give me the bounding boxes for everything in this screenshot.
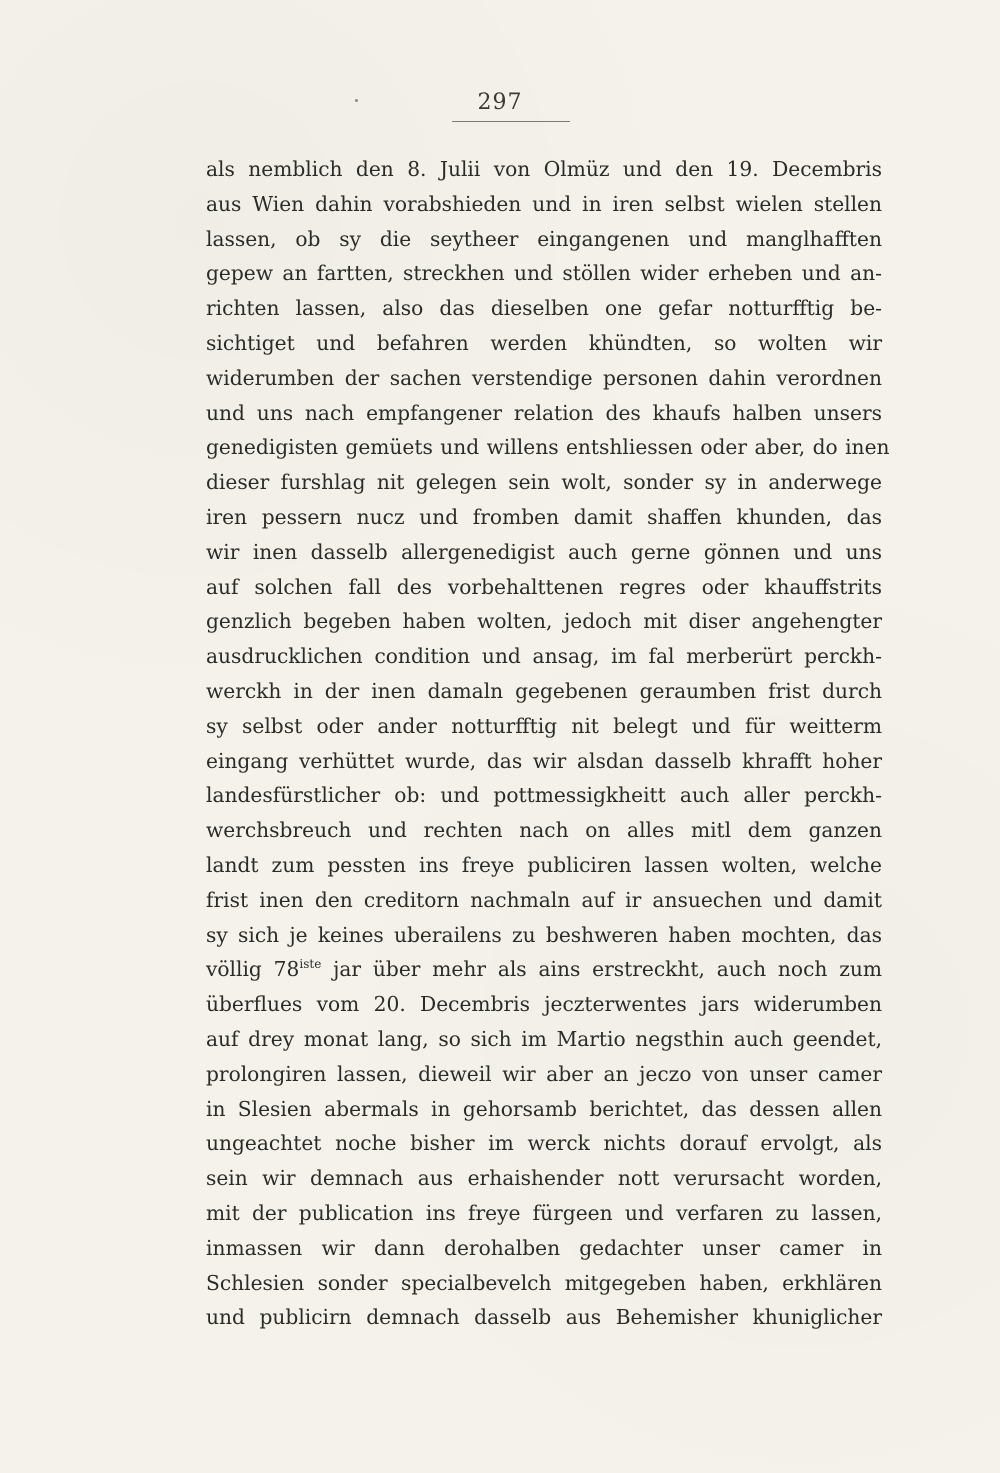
text-line: und uns nach empfangener relation des khaufs halben unsers xyxy=(206,400,882,425)
text-line: frist inen den creditorn nachmaln auf ir ansuechen und damit xyxy=(206,887,882,912)
text-line: sichtiget und befahren werden khündten, so wolten wir xyxy=(206,330,882,355)
text-line: sy sich je keines uberailens zu beshweren haben mochten, das xyxy=(206,922,882,947)
text-line: Schlesien sonder specialbevelch mitgegeben haben, erkhlären xyxy=(206,1270,882,1295)
text-line: ungeachtet noche bisher im werck nichts dorauf ervolgt, als xyxy=(206,1131,882,1156)
text-line: dieser furshlag nit gelegen sein wolt, sonder sy in anderwege xyxy=(206,470,882,495)
superscript-iste: iste xyxy=(299,957,322,972)
text-line: genzlich begeben haben wolten, jedoch mit diser angehengter xyxy=(206,609,882,634)
text-line: landt zum pessten ins freye publiciren lassen wolten, welche xyxy=(206,852,882,877)
text-line: sein wir demnach aus erhaishender nott verursacht worden, xyxy=(206,1166,882,1191)
line-78-before: völlig 78 xyxy=(206,957,300,982)
text-line: genedigisten gemüets und willens entshliessen oder aber, do inen xyxy=(206,435,890,460)
text-line: gepew an fartten, streckhen und stöllen wider erheben und an- xyxy=(206,261,882,286)
text-line: werchsbreuch und rechten nach on alles mitl dem ganzen xyxy=(206,818,882,843)
text-line: auf solchen fall des vorbehalttenen regres oder khauffstrits xyxy=(206,574,882,599)
text-line-with-superscript xyxy=(206,952,882,987)
text-line: widerumben der sachen verstendige personen dahin verordnen xyxy=(206,365,882,390)
text-line: richten lassen, also das dieselben one gefar notturfftig be- xyxy=(206,296,882,321)
text-line: eingang verhüttet wurde, das wir alsdan dasselb khrafft hoher xyxy=(206,748,882,773)
text-line: inmassen wir dann derohalben gedachter unser camer in xyxy=(206,1235,882,1260)
text-line: überflues vom 20. Decembris jeczterwentes jars widerumben xyxy=(206,992,882,1017)
text-line: iren pessern nucz und fromben damit shaffen khunden, das xyxy=(206,504,882,529)
text-line: sy selbst oder ander notturfftig nit belegt und für weitterm xyxy=(206,713,882,738)
text-line: werckh in der inen damaln gegebenen geraumben frist durch xyxy=(206,678,882,703)
text-line: aus Wien dahin vorabshieden und in iren selbst wielen stellen xyxy=(206,191,882,216)
line-78-after: jar über mehr als ains erstreckht, auch noch zum xyxy=(321,957,882,982)
text-line: als nemblich den 8. Julii von Olmüz und den 19. Decembris xyxy=(206,157,882,181)
body-text xyxy=(206,152,890,1335)
text-line: mit der publication ins freye fürgeen und verfaren zu lassen, xyxy=(206,1200,882,1225)
text-line: wir inen dasselb allergenedigist auch gerne gönnen und uns xyxy=(206,539,882,564)
text-line: in Slesien abermals in gehorsamb berichtet, das dessen allen xyxy=(206,1096,882,1121)
text-line: lassen, ob sy die seytheer eingangenen und manglhafften xyxy=(206,226,882,251)
page-number: 297 xyxy=(477,90,523,115)
text-line: landesfürstlicher ob: und pottmessigkheitt auch aller perckh- xyxy=(206,783,882,808)
text-line: ausdrucklichen condition und ansag, im fal merberürt perckh- xyxy=(206,644,882,669)
header-rule xyxy=(452,121,570,122)
text-line: auf drey monat lang, so sich im Martio negsthin auch geendet, xyxy=(206,1026,882,1051)
text-line: prolongiren lassen, dieweil wir aber an jeczo von unser camer xyxy=(206,1061,882,1086)
text-line: und publicirn demnach dasselb aus Behemisher khuniglicher xyxy=(206,1305,882,1330)
